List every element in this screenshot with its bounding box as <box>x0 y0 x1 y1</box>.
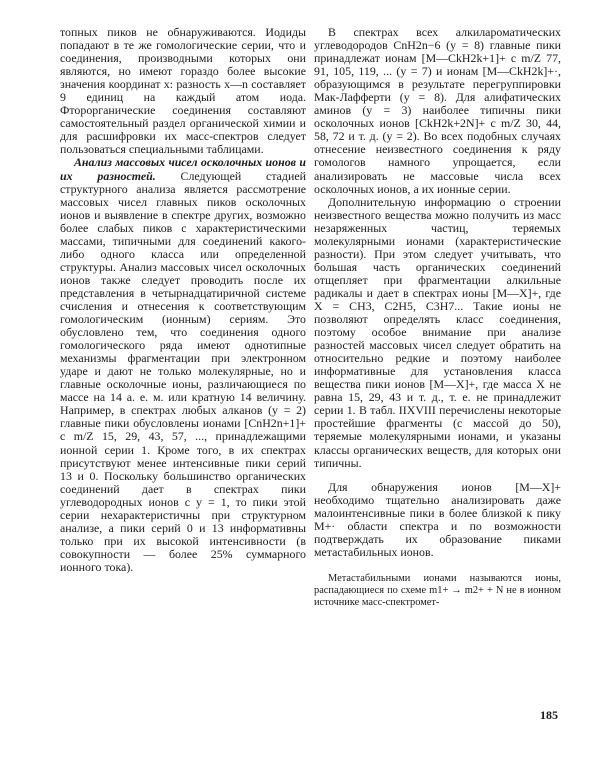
section-heading: Анализ массовых чисел осколочных ионов и их разностей. <box>60 155 306 183</box>
paragraph-intro: топных пиков не обнаруживаются. Иодиды попадают в те же гомологические серии, что и соединения, производными которых они являются, но имеют гораздо более высокие значения координат x: разность x—n составляет 9 единиц на каждый атом иода. Фторорганические соединения составляют самостоятельный раздел органической химии и для расшифровки их масс-спектров следует пользоваться специальными таблицами. <box>60 25 306 157</box>
paragraph-detection: Для обнаружения ионов [M—X]+ необходимо тщательно анализировать даже малоинтенсивные пики в более близкой к пику M+· области спектра и по возможности подтверждать их образование пиками метастабильных ионов. <box>314 479 561 559</box>
footnote: Метастабильными ионами называются ионы, распадающиеся по схеме m1+ → m2+ + N не в ионном источнике масс-спектромет- <box>314 572 561 609</box>
paragraph-gap <box>314 470 561 481</box>
paragraph-section-body: Следующей стадией структурного анализа является рассмотрение массовых чисел главных пиков осколочных ионов и выявление в спектре других, возможно более слабых пиков с характеристическими массами, типичными для соединений какого-либо одного класса или определенной структуры. Анализ массовых чисел осколочных ионов также следует проводить после их представления в четырнадцатиричной системе счисления и отнесения к соответствующим гомологическим (ионным) сериям. Это обусловлено тем, что соединения одного гомологического ряда имеют однотипные механизмы фрагментации при электронном ударе и дают не только молекулярные, но и главные осколочные ионы, различающиеся по массе на 14 а. е. м. или кратную 14 величину. Например, в спектрах любых алканов (y = 2) главные пики обусловлены ионами [CnH2n+1]+ с m/Z 15, 29, 43, 57, ..., принадлежащими ионной серии 1. Кроме того, в их спектрах присутствуют менее интенсивные пики серий 13 и 0. Поскольку большинство органических соединений дает в спектрах пики углеводородных ионов с y = 1, то пики этой серии нехарактеристичны при структурном анализе, а пики серий 0 и 13 информативны только при их высокой интенсивности (в совокупности — более 25% суммарного ионного тока). <box>60 168 306 574</box>
page-number: 185 <box>540 708 558 722</box>
left-column <box>60 26 306 574</box>
paragraph-additional-info: Дополнительную информацию о строении неизвестного вещества можно получить из масс незаряженных частиц, теряемых молекулярными ионами (характеристические разности). При этом следует учитывать, что большая часть органических соединений отщепляет при фрагментации алкильные радикалы и дает в спектрах ионы [M—X]+, где X = CH3, C2H5, C3H7... Такие ионы не позволяют определять класс соединения, поэтому особое внимание при анализе разностей массовых чисел следует обратить на относительно редкие и поэтому наиболее информативные для установления класса вещества пики ионов [M—X]+, где масса X не равна 15, 29, 43 и т. д., т. е. не принадлежит серии 1. В табл. IIXVIII перечислены некоторые простейшие фрагменты (с массой до 50), теряемые молекулярными ионами, и указаны классы органических веществ, для которых они типичны. <box>314 194 561 470</box>
paragraph-aromatics: В спектрах всех алкилароматических углеводородов CnH2n−6 (y = 8) главные пики принадлежат ионам [M—CkH2k+1]+ с m/Z 77, 91, 105, 119, ... (y = 7) и ионам [M—CkH2k]+·, образующимся в результате перегруппировки Мак-Лафферти (y = 8). Для алифатических аминов (y = 3) наиболее типичны пики осколочных ионов [CkH2k+2N]+ с m/Z 30, 44, 58, 72 и т. д. (y = 2). Во всех подобных случаях отнесение неизвестного соединения к ряду гомологов намного упрощается, если анализировать не массовые числа всех осколочных ионов, а их ионные серии. <box>314 25 561 196</box>
paragraph-section <box>60 156 306 574</box>
right-column <box>314 26 561 609</box>
